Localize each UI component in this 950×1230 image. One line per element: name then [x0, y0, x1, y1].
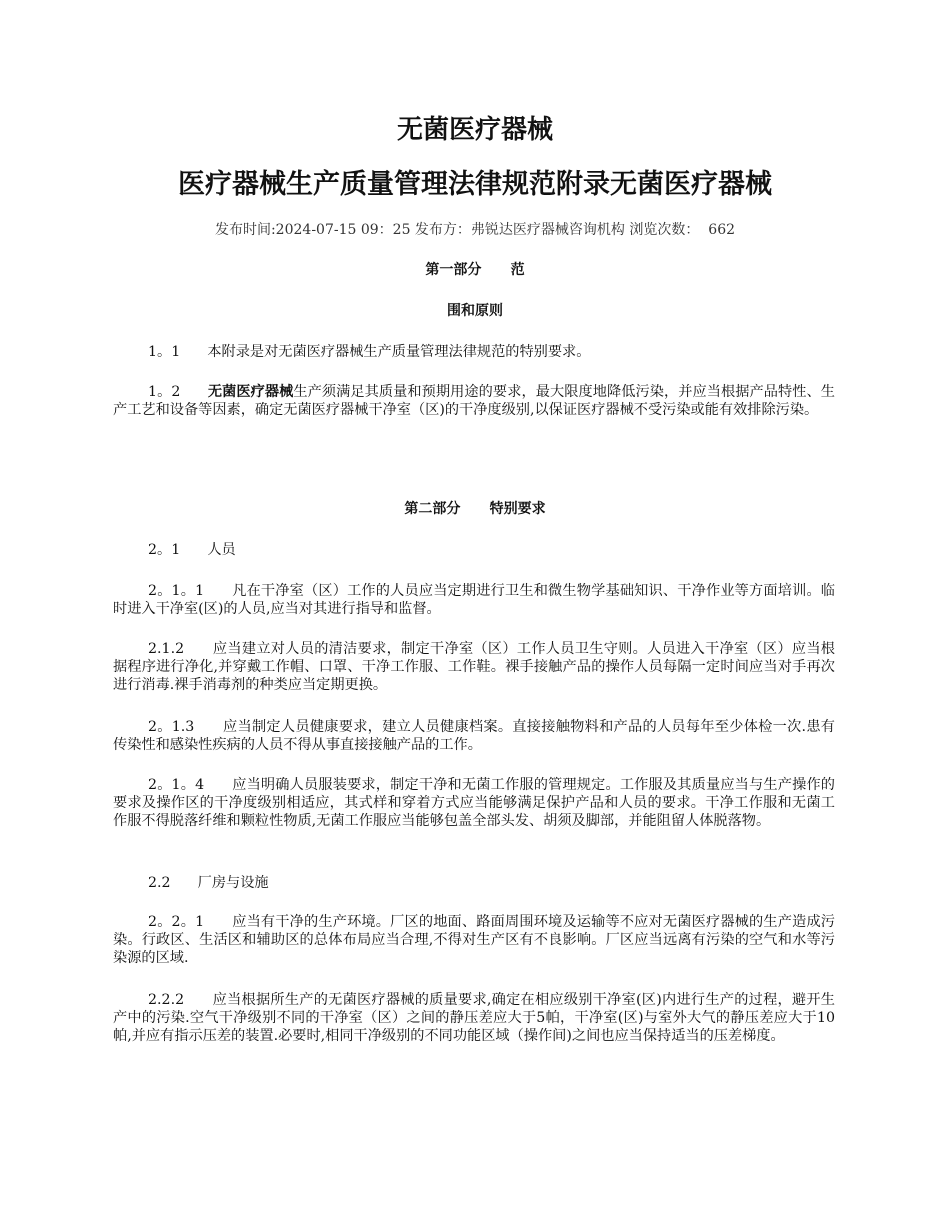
clause-number: 2.2.2: [148, 992, 185, 1008]
bold-term: 无菌医疗器械: [207, 384, 294, 400]
clause-number: 2。2。1: [148, 914, 205, 930]
clause-text: 本附录是对无菌医疗器械生产质量管理法律规范的特别要求。: [207, 344, 591, 360]
clause-number: 1。1: [148, 344, 181, 360]
part1-heading-line2: 围和原则: [447, 303, 503, 319]
clause-number: 1。2: [148, 384, 181, 400]
article-title: 医疗器械生产质量管理法律规范附录无菌医疗器械: [178, 169, 772, 200]
paragraph-1-2: [113, 383, 835, 419]
paragraph-2-2-2: [113, 991, 835, 1045]
section-2-2: [113, 874, 835, 892]
part2-heading: 第二部分 特别要求: [404, 501, 546, 517]
section-2-1: [113, 541, 835, 559]
section-title: 厂房与设施: [197, 875, 269, 891]
clause-number: 2。1.3: [148, 719, 195, 735]
publish-meta: 发布时间:2024-07-15 09：25 发布方：弗锐达医疗器械咨询机构 浏览次数： 662: [214, 222, 736, 238]
part1-heading-line1: 第一部分 范: [425, 262, 525, 278]
clause-text: 应当明确人员服装要求，制定干净和无菌工作服的管理规定。工作服及其质量应当与生产操作的要求及操作区的干净度级别相适应，其式样和穿着方式应当能够满足保护产品和人员的要求。干净工作服和无菌工作服不得脱落纤维和颗粒性物质,无菌工作服应当能够包盖全部头发、胡须及脚部，并能阻留人体脱落物。: [113, 777, 835, 829]
section-number: 2.2: [148, 875, 171, 891]
paragraph-2-1-1: [113, 582, 835, 618]
clause-text: 应当制定人员健康要求，建立人员健康档案。直接接触物料和产品的人员每年至少体检一次.患有传染性和感染性疾病的人员不得从事直接接触产品的工作。: [113, 719, 835, 753]
clause-text: 应当建立对人员的清洁要求，制定干净室（区）工作人员卫生守则。人员进入干净室（区）应当根据程序进行净化,并穿戴工作帽、口罩、干净工作服、工作鞋。裸手接触产品的操作人员每隔一定时间应当对手再次进行消毒.裸手消毒剂的种类应当定期更换。: [113, 641, 835, 693]
page-title: 无菌医疗器械: [396, 115, 553, 145]
clause-text: 凡在干净室（区）工作的人员应当定期进行卫生和微生物学基础知识、干净作业等方面培训。临时进入干净室(区)的人员,应当对其进行指导和监督。: [113, 583, 835, 617]
clause-number: 2.1.2: [148, 641, 185, 657]
paragraph-2-1-4: [113, 776, 835, 830]
clause-number: 2。1。1: [148, 583, 205, 599]
section-number: 2。1: [148, 542, 181, 558]
clause-text: 应当根据所生产的无菌医疗器械的质量要求,确定在相应级别干净室(区)内进行生产的过程，避开生产中的污染.空气干净级别不同的干净室（区）之间的静压差应大于5帕，干净室(区)与室外大气的静压差应大于10帕,并应有指示压差的装置.必要时,相同干净级别的不同功能区域（操作间)之间也应当保持适当的压差梯度。: [113, 992, 835, 1044]
clause-text: 生产须满足其质量和预期用途的要求，最大限度地降低污染，并应当根据产品特性、生产工艺和设备等因素，确定无菌医疗器械干净室（区)的干净度级别,以保证医疗器械不受污染或能有效排除污染。: [113, 384, 835, 418]
paragraph-2-1-3: [113, 718, 835, 754]
clause-number: 2。1。4: [148, 777, 205, 793]
clause-text: 应当有干净的生产环境。厂区的地面、路面周围环境及运输等不应对无菌医疗器械的生产造成污染。行政区、生活区和辅助区的总体布局应当合理,不得对生产区有不良影响。厂区应当远离有污染的空气和水等污染源的区域.: [113, 914, 835, 966]
paragraph-2-2-1: [113, 913, 835, 967]
paragraph-2-1-2: [113, 640, 835, 694]
paragraph-1-1: [113, 343, 835, 361]
section-title: 人员: [207, 542, 236, 558]
